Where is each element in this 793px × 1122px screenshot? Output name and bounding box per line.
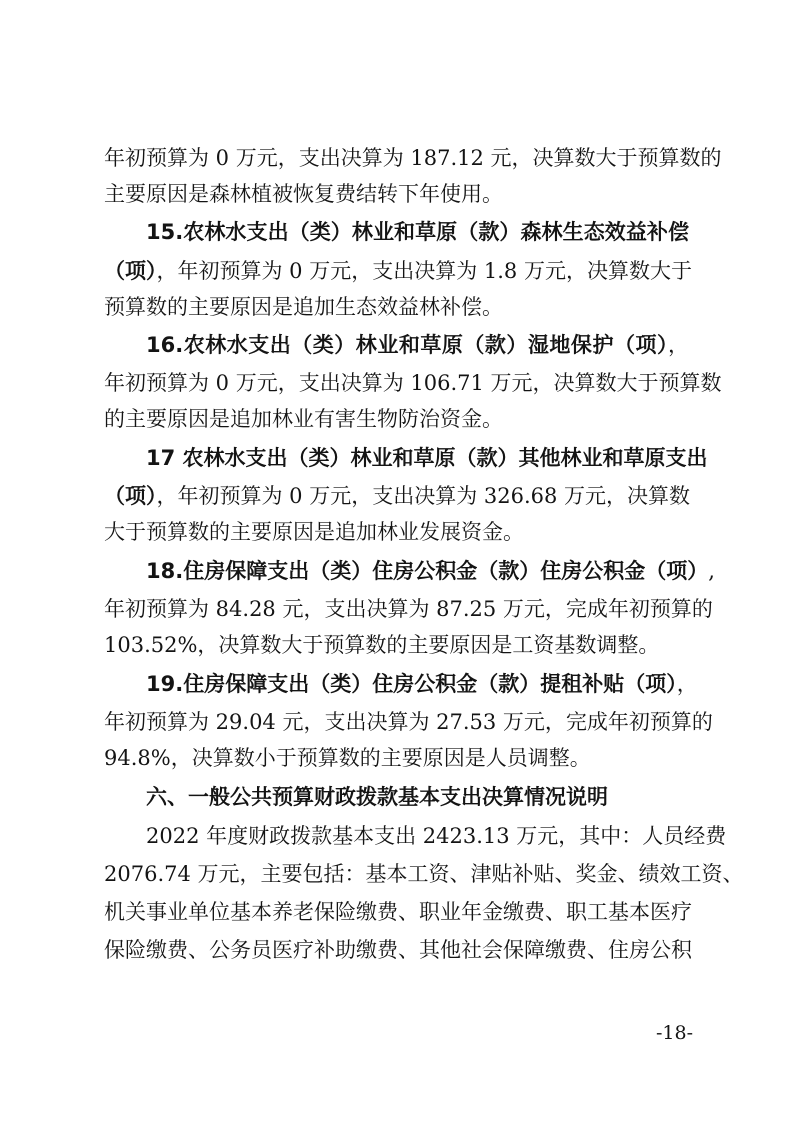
line-text: 主要原因是森林植被恢复费结转下年使用。 xyxy=(104,182,503,206)
paragraph-line xyxy=(104,895,692,929)
line-text: 2076.74 万元，主要包括：基本工资、津贴补贴、奖金、绩效工资、 xyxy=(104,862,744,886)
paragraph-line xyxy=(104,254,692,288)
paragraph-line xyxy=(104,628,689,662)
line-text: 94.8%，决算数小于预算数的主要原因是人员调整。 xyxy=(104,746,591,770)
line-text: 103.52%，决算数大于预算数的主要原因是工资基数调整。 xyxy=(104,633,660,657)
line-text: 大于预算数的主要原因是追加林业发展资金。 xyxy=(104,520,524,544)
item-heading-line xyxy=(146,667,698,701)
paragraph-line xyxy=(104,366,722,400)
page-number: -18- xyxy=(655,1022,693,1044)
paragraph-line xyxy=(104,515,689,549)
line-text: 年初预算为 29.04 元，支出决算为 27.53 万元，完成年初预算的 xyxy=(104,710,713,734)
line-text: 预算数的主要原因是追加生态效益林补偿。 xyxy=(104,295,503,319)
line-text: 年初预算为 0 万元，支出决算为 106.71 万元，决算数大于预算数 xyxy=(104,371,722,395)
line-text: 年初预算为 0 万元，支出决算为 187.12 元，决算数大于预算数的 xyxy=(104,146,722,170)
paragraph-line xyxy=(104,933,692,967)
line-text: ，年初预算为 0 万元，支出决算为 326.68 万元，决算数 xyxy=(156,484,691,508)
item-heading-15-end: （项） xyxy=(104,259,157,283)
item-heading-18: 18.住房保障支出（类）住房公积金（款）住房公积金（项） xyxy=(146,559,709,583)
paragraph-line xyxy=(104,857,744,891)
item-heading-15: 15.农林水支出（类）林业和草原（款）森林生态效益补偿 xyxy=(146,220,689,244)
paragraph-line xyxy=(104,177,689,211)
paragraph-line xyxy=(104,479,689,513)
line-text: 保险缴费、公务员医疗补助缴费、其他社会保障缴费、住房公积 xyxy=(104,938,692,962)
paragraph-line xyxy=(104,741,689,775)
paragraph-line xyxy=(104,705,713,739)
item-heading-line xyxy=(146,328,689,362)
line-text: ， xyxy=(676,672,698,696)
section-heading: 六、一般公共预算财政拨款基本支出决算情况说明 xyxy=(146,785,608,809)
item-heading-19: 19.住房保障支出（类）住房公积金（款）提租补贴（项） xyxy=(146,672,677,696)
paragraph-line xyxy=(104,141,722,175)
item-heading-line xyxy=(146,554,715,588)
line-text: ，年初预算为 0 万元，支出决算为 1.8 万元，决算数大于 xyxy=(156,259,692,283)
item-heading-17: 17 农林水支出（类）林业和草原（款）其他林业和草原支出 xyxy=(146,446,708,470)
paragraph-line xyxy=(104,592,713,626)
item-heading-16: 16.农林水支出（类）林业和草原（款）湿地保护（项） xyxy=(146,333,668,357)
paragraph-line xyxy=(104,290,689,324)
paragraph-line xyxy=(146,819,727,853)
line-text: 年初预算为 84.28 元，支出决算为 87.25 万元，完成年初预算的 xyxy=(104,597,713,621)
paragraph-line xyxy=(104,402,689,436)
item-heading-line xyxy=(146,215,689,249)
line-text: , xyxy=(708,559,715,583)
line-text: 2022 年度财政拨款基本支出 2423.13 万元，其中：人员经费 xyxy=(146,824,727,848)
section-heading-line xyxy=(146,780,689,814)
line-text: 的主要原因是追加林业有害生物防治资金。 xyxy=(104,407,503,431)
line-text: 机关事业单位基本养老保险缴费、职业年金缴费、职工基本医疗 xyxy=(104,900,692,924)
line-text: ， xyxy=(668,333,689,357)
item-heading-line xyxy=(146,441,708,475)
item-heading-17-end: （项） xyxy=(104,484,157,508)
